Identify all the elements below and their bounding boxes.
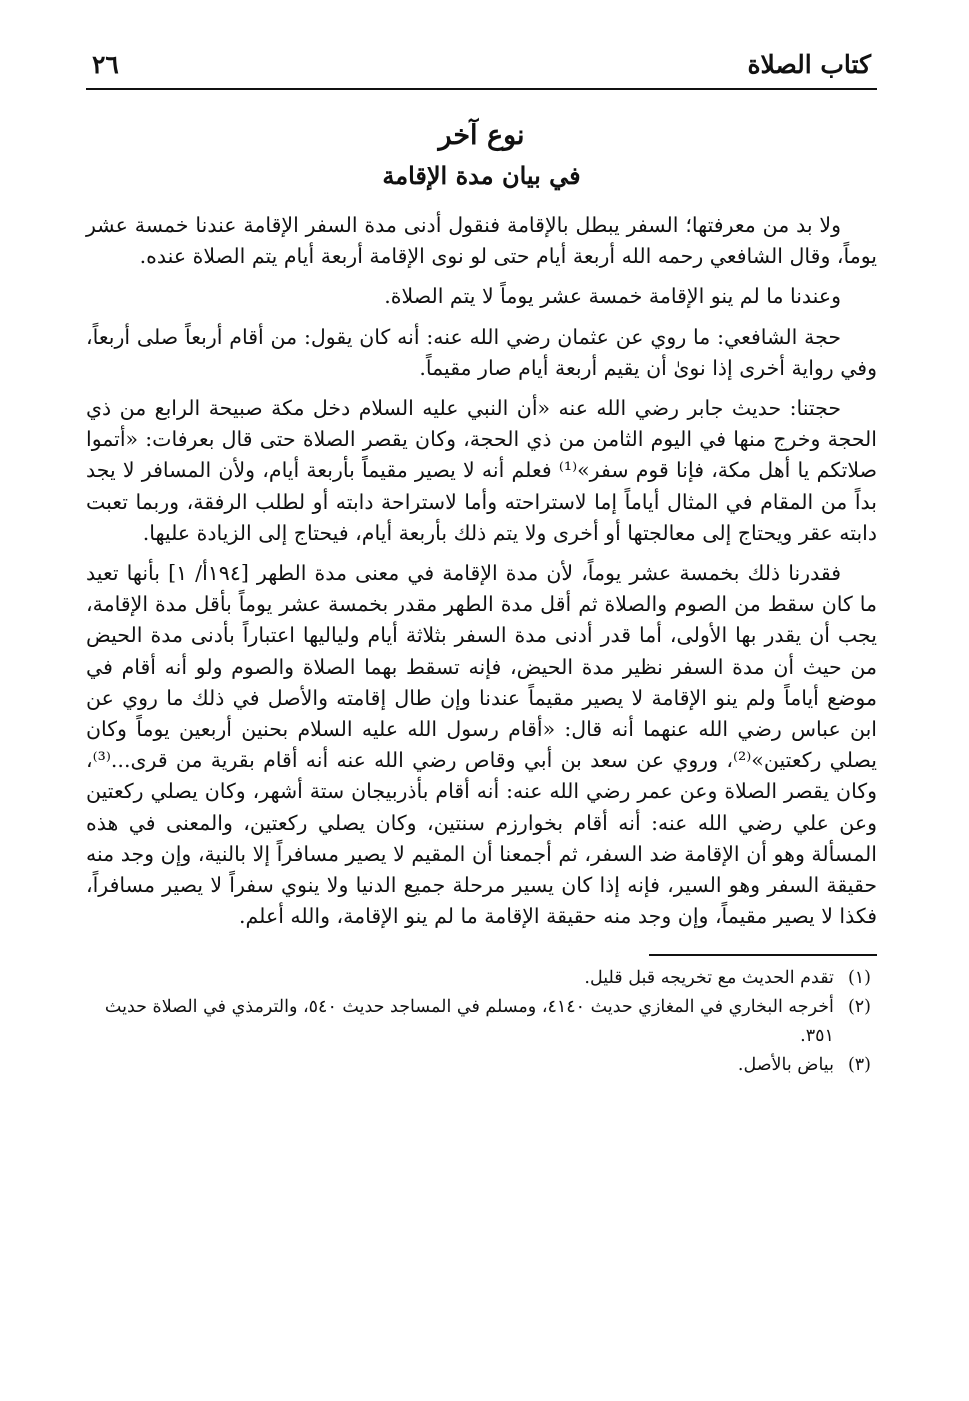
- footnote: [86, 964, 877, 993]
- paragraph: ولا بد من معرفتها؛ السفر يبطل بالإقامة فنقول أدنى مدة السفر الإقامة عندنا خمسة عشر يوماً، وقال الشافعي رحمه الله أربعة أيام حتى لو نوى الإقامة أربعة أيام يتم الصلاة عنده.: [86, 213, 877, 269]
- paragraph: حجة الشافعي: ما روي عن عثمان رضي الله عنه: أنه كان يقول: من أقام أربعاً صلى أربعاً، وفي رواية أخرى إذا نوىٰ أن يقيم أربعة أيام صار مقيماً.: [86, 324, 877, 380]
- footnote-text: تقدم الحديث مع تخريجه قبل قليل.: [584, 968, 834, 989]
- page-number: ٢٦: [92, 50, 119, 79]
- section-subtitle: في بيان مدة الإقامة: [382, 161, 581, 190]
- paragraph: وعندنا ما لم ينو الإقامة خمسة عشر يوماً لا يتم الصلاة.: [384, 284, 841, 309]
- running-header: [86, 48, 877, 90]
- footnote: [86, 1051, 877, 1080]
- paragraph: حجتنا: حديث جابر رضي الله عنه «أن النبي عليه السلام دخل مكة صبيحة الرابع من ذي الحجة وخرج منها في اليوم الثامن من ذي الحجة، وكان يقصر الصلاة حتى قال بعرفات: «أتموا صلاتكم يا أهل مكة، فإنا قوم سفر»⁽¹⁾ فعلم أنه لا يصير مقيماً بأربعة أيام، ولأن المسافر لا يجد بداً من المقام في المثال أياماً إما لاستراحته وأما لاستراحة دابته أو لطلب الرفقة، وربما تعبت دابته عقر ويحتاج إلى معالجتها أو أخرى ولا يتم ذلك بأربعة أيام، فيحتاج إلى الزيادة عليها.: [86, 396, 877, 545]
- footnote-text: أخرجه البخاري في المغازي حديث ٤١٤٠، ومسلم في المساجد حديث ٥٤٠، والترمذي في الصلاة حديث ٣٥١.: [104, 997, 834, 1047]
- footnote-number: (١): [847, 968, 871, 989]
- book-title: كتاب الصلاة: [747, 50, 871, 79]
- section-heading: [86, 116, 877, 196]
- footnote-number: (٢): [847, 997, 871, 1018]
- footnote-text: بياض بالأصل.: [737, 1055, 834, 1076]
- footnote-divider: [649, 954, 877, 956]
- paragraph: فقدرنا ذلك بخمسة عشر يوماً، لأن مدة الإقامة في معنى مدة الطهر [١٩٤أ/ ١] بأنها تعيد ما كان سقط من الصوم والصلاة ثم أقل مدة الطهر مقدر بخمسة عشر يوماً بأقل مدة الإقامة، يجب أن يقدر بها الأولى، أما قدر أدنى مدة السفر بثلاثة أيام ولياليها اعتباراً بأدنى مدة الحيض من حيث أن مدة السفر نظير مدة الحيض، فإنه تسقط بهما الصلاة والصوم ولو أنه أقام في موضع أياماً ولم ينو الإقامة لا يصير مقيماً عندنا وإن طال إقامته والأصل في ذلك ما روي عن ابن عباس رضي الله عنهما أنه قال: «أقام رسول الله عليه السلام بحنين أربعين يوماً وكان يصلي ركعتين»⁽²⁾، وروي عن سعد بن أبي وقاص رضي الله عنه أنه أقام بقرية من قرى...⁽³⁾، وكان يقصر الصلاة وعن عمر رضي الله عنه: أنه أقام بأذربيجان ستة أشهر، وكان يصلي ركعتين وعن علي رضي الله عنه: أنه أقام بخوارزم سنتين، وكان يصلي ركعتين، والمعنى في هذه المسألة وهو أن الإقامة ضد السفر، ثم أجمعنا أن المقيم لا يصير مسافراً إلا بالنية، وإن وجد منه حقيقة السفر وهو السير، فإنه إذا كان يسير مرحلة جميع الدنيا ولا ينوي سفراً لا يصير مسافراً، فكذا لا يصير مقيماً، وإن وجد منه حقيقة الإقامة ما لم ينو الإقامة، والله أعلم.: [86, 561, 877, 929]
- section-title: نوع آخر: [438, 120, 525, 151]
- footnote-number: (٣): [847, 1055, 871, 1076]
- footnote: [86, 993, 877, 1051]
- footnotes: [86, 954, 877, 1080]
- main-text: [86, 210, 877, 932]
